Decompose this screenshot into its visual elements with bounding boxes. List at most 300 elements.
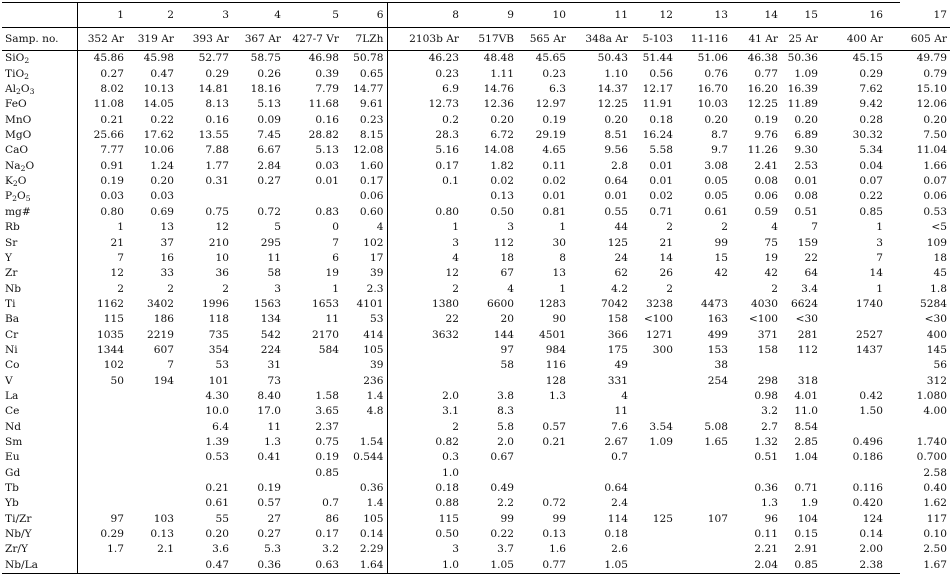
value-cell: 0.40 — [923, 482, 947, 494]
sample-id-cell: 5-103 — [631, 28, 676, 51]
value-cell — [631, 373, 676, 388]
value-cell: 12 — [110, 267, 124, 280]
label-text: Tb — [5, 482, 19, 494]
value-cell: 2.0 — [497, 435, 514, 448]
value-cell — [676, 404, 731, 419]
column-number-cell: 17 — [886, 3, 950, 28]
value-cell: <100 — [643, 313, 673, 326]
label-text: Rb — [5, 221, 20, 234]
value-cell: 0.29 — [100, 528, 124, 541]
value-cell: 17.62 — [143, 129, 174, 142]
value-cell: 2.2 — [497, 497, 514, 510]
value-cell: 1740 — [856, 297, 883, 310]
value-cell: 0.36 — [754, 482, 778, 494]
value-cell: 3.2 — [322, 543, 339, 556]
row-label-cell — [2, 481, 77, 496]
value-cell: 116 — [545, 359, 566, 372]
value-cell: 49 — [614, 359, 628, 372]
value-cell: 30 — [552, 236, 566, 249]
table-row — [2, 312, 950, 327]
value-cell: 186 — [153, 313, 174, 326]
value-cell: 19 — [325, 267, 339, 280]
value-cell: 0.01 — [542, 190, 566, 203]
row-label-cell — [2, 542, 77, 557]
value-cell: 0.72 — [542, 497, 566, 510]
value-cell: 0.23 — [359, 113, 384, 126]
value-cell: 18.16 — [250, 83, 281, 96]
sample-id-cell: 41 Ar — [731, 28, 781, 51]
label-subscript: 2 — [24, 71, 29, 81]
value-cell: 0.17 — [359, 175, 384, 188]
value-cell: 6.3 — [549, 83, 566, 96]
value-cell: 4.65 — [542, 144, 566, 157]
label-text: Nb/La — [5, 558, 38, 571]
value-cell: 7.79 — [315, 83, 339, 96]
table-row — [2, 481, 950, 496]
label-text: O — [25, 159, 35, 172]
value-cell: 2.1 — [157, 543, 174, 556]
value-cell — [284, 373, 342, 388]
value-cell: 31 — [267, 359, 281, 372]
value-cell: 12.36 — [483, 98, 514, 111]
value-cell: 46.23 — [387, 51, 462, 67]
sample-id-cell: 348a Ar — [569, 28, 631, 51]
value-cell: 12.25 — [747, 98, 778, 111]
value-cell: 33 — [160, 267, 174, 280]
value-cell: 107 — [707, 512, 728, 525]
label-text: Ce — [5, 405, 20, 418]
value-cell: 4501 — [539, 328, 566, 341]
value-cell: 158 — [757, 343, 778, 356]
value-cell — [77, 465, 127, 480]
value-cell — [77, 389, 127, 404]
value-cell: 5.16 — [387, 143, 462, 158]
value-cell — [517, 465, 569, 480]
value-cell: 584 — [318, 343, 339, 356]
value-cell: 0.85 — [859, 205, 883, 218]
value-cell: 0.07 — [859, 175, 883, 188]
value-cell: 45.86 — [93, 52, 124, 65]
value-cell: 144 — [493, 328, 514, 341]
value-cell: 0.91 — [100, 159, 124, 172]
value-cell: 105 — [363, 512, 384, 525]
value-cell — [462, 465, 517, 480]
label-text: MgO — [5, 129, 32, 142]
value-cell: 0.49 — [490, 482, 514, 494]
value-cell: 371 — [757, 328, 778, 341]
value-cell — [284, 358, 342, 373]
value-cell: 58 — [500, 359, 514, 372]
value-cell: 0.20 — [923, 113, 947, 126]
value-cell: 153 — [707, 343, 728, 356]
value-cell: 0.69 — [150, 205, 174, 218]
value-cell: 0.59 — [754, 205, 778, 218]
value-cell: 0.06 — [923, 190, 947, 203]
value-cell: 7 — [167, 359, 174, 372]
label-subscript: 2 — [16, 86, 21, 96]
value-cell: 1.39 — [205, 435, 229, 448]
value-cell: 10.06 — [143, 144, 174, 157]
value-cell: 0.1 — [387, 174, 462, 189]
table-row — [2, 128, 950, 143]
table-row — [2, 250, 950, 265]
value-cell: 67 — [500, 267, 514, 280]
value-cell: 12.73 — [387, 97, 462, 112]
value-cell: 4.01 — [794, 389, 818, 402]
value-cell: 0.3 — [387, 450, 462, 465]
value-cell: 0.51 — [794, 205, 818, 218]
value-cell: 11 — [267, 251, 281, 264]
value-cell: 38 — [714, 359, 728, 372]
value-cell: 7 — [117, 251, 124, 264]
label-subscript: 2 — [24, 56, 30, 66]
value-cell: 30.32 — [852, 129, 883, 142]
label-text: V — [5, 374, 13, 387]
value-cell: 0.17 — [387, 158, 462, 173]
value-cell: 0.77 — [754, 67, 778, 80]
table-row — [2, 343, 950, 358]
row-label-cell — [2, 297, 77, 312]
value-cell: 0.81 — [542, 205, 566, 218]
value-cell: 45 — [933, 267, 947, 280]
table-row — [2, 189, 950, 204]
value-cell: 0.05 — [704, 190, 728, 203]
value-cell: 1.24 — [150, 159, 174, 172]
label-subscript: 5 — [25, 194, 31, 204]
label-text: Ba — [5, 313, 20, 326]
value-cell: 3 — [274, 282, 281, 295]
value-cell: 0.16 — [205, 113, 229, 126]
value-cell: 298 — [757, 374, 778, 387]
value-cell: 62 — [614, 267, 628, 280]
value-cell — [631, 450, 676, 465]
value-cell: 12.08 — [353, 144, 384, 157]
value-cell: 6600 — [487, 297, 514, 310]
value-cell: 1.50 — [859, 405, 883, 418]
value-cell: 2 — [387, 281, 462, 296]
value-cell — [676, 465, 731, 480]
geochemistry-table — [2, 3, 950, 573]
value-cell: 14.77 — [353, 83, 384, 96]
value-cell: 0.85 — [794, 558, 818, 571]
value-cell: 0.7 — [611, 451, 628, 464]
value-cell: 4.2 — [611, 282, 628, 295]
value-cell: 158 — [607, 313, 628, 326]
value-cell: 3 — [387, 542, 462, 557]
value-cell: 0.39 — [315, 67, 339, 80]
value-cell: 1.09 — [649, 435, 673, 448]
value-cell: 42 — [764, 267, 778, 280]
table-row — [2, 542, 950, 557]
value-cell: 2 — [666, 282, 673, 295]
value-cell: 3 — [387, 235, 462, 250]
value-cell: 0.22 — [490, 528, 514, 541]
value-cell: 0.10 — [923, 528, 947, 541]
value-cell: 7042 — [601, 297, 628, 310]
value-cell: 2.04 — [754, 558, 778, 571]
value-cell: 0.72 — [257, 205, 281, 218]
value-cell: 42 — [714, 267, 728, 280]
value-cell — [569, 465, 631, 480]
row-label-cell — [2, 266, 77, 281]
value-cell: 2.29 — [359, 543, 384, 556]
value-cell: 0.85 — [315, 466, 339, 479]
value-cell — [821, 419, 886, 434]
value-cell: 0.04 — [859, 159, 883, 172]
value-cell: 1.0 — [387, 465, 462, 480]
value-cell: 16.70 — [697, 83, 728, 96]
value-cell: 99 — [714, 236, 728, 249]
column-number-cell: 13 — [676, 3, 731, 28]
value-cell: 6.89 — [794, 129, 818, 142]
value-cell: 0.31 — [205, 175, 229, 188]
value-cell — [821, 358, 886, 373]
value-cell: 0.20 — [794, 113, 818, 126]
label-subscript: 2 — [12, 179, 18, 189]
value-cell: 3632 — [387, 327, 462, 342]
value-cell: 3 — [507, 221, 514, 234]
label-text: Eu — [5, 451, 20, 464]
value-cell: 4101 — [356, 297, 384, 310]
value-cell: 1.60 — [359, 159, 384, 172]
value-cell: 0.53 — [205, 451, 229, 464]
value-cell — [177, 189, 232, 204]
column-number-cell: 9 — [462, 3, 517, 28]
value-cell: 0.03 — [100, 190, 124, 203]
row-label-cell — [2, 465, 77, 480]
value-cell: 0.53 — [923, 205, 947, 218]
value-cell: 0.79 — [923, 67, 947, 80]
value-cell: 7 — [811, 221, 818, 234]
value-cell: 1 — [387, 220, 462, 235]
value-cell: 2.37 — [315, 420, 339, 433]
column-number-cell: 12 — [631, 3, 676, 28]
value-cell: 4 — [621, 389, 628, 402]
value-cell: 1.66 — [923, 159, 947, 172]
value-cell: 3.65 — [315, 405, 339, 418]
sample-id-cell: 352 Ar — [77, 28, 127, 51]
value-cell — [387, 189, 462, 204]
value-cell: 90 — [552, 313, 566, 326]
value-cell — [387, 373, 462, 388]
value-cell: 12.97 — [535, 98, 566, 111]
value-cell: 12.17 — [642, 83, 673, 96]
column-number-cell: 3 — [177, 3, 232, 28]
value-cell: 0.47 — [205, 558, 229, 571]
value-cell: 0.64 — [604, 175, 628, 188]
table-row — [2, 465, 950, 480]
value-cell: 12 — [215, 221, 229, 234]
column-number-cell: 15 — [781, 3, 821, 28]
row-label-cell — [2, 527, 77, 542]
value-cell: 7.62 — [859, 83, 883, 96]
value-cell: 0.08 — [754, 175, 778, 188]
column-number-cell: 1 — [77, 3, 127, 28]
value-cell: 2 — [387, 419, 462, 434]
value-cell: 99 — [552, 512, 566, 525]
value-cell: 400 — [926, 328, 947, 341]
value-cell: 44 — [614, 221, 628, 234]
value-cell: 0.64 — [604, 482, 628, 494]
value-cell: 14.76 — [483, 83, 514, 96]
value-cell: 2.6 — [611, 543, 628, 556]
table-row — [2, 404, 950, 419]
row-label-cell — [2, 51, 77, 67]
value-cell: 0.19 — [542, 113, 566, 126]
value-cell: 1380 — [387, 297, 462, 312]
label-text: Sr — [5, 236, 18, 249]
value-cell: 6.9 — [387, 82, 462, 97]
value-cell: 1.740 — [916, 435, 947, 448]
value-cell: 73 — [267, 374, 281, 387]
value-cell: 0.2 — [387, 112, 462, 127]
value-cell: 0.29 — [859, 67, 883, 80]
value-cell: 0.06 — [754, 190, 778, 203]
value-cell: 7.6 — [611, 420, 628, 433]
value-cell: 607 — [153, 343, 174, 356]
value-cell: 13 — [552, 267, 566, 280]
column-number-cell: 10 — [517, 3, 569, 28]
table-row — [2, 235, 950, 250]
value-cell: 115 — [387, 511, 462, 526]
value-cell: 99 — [500, 512, 514, 525]
row-label-cell — [2, 450, 77, 465]
value-cell: 45.65 — [535, 52, 566, 65]
value-cell: 16.20 — [747, 83, 778, 96]
value-cell: 1.05 — [490, 558, 514, 571]
value-cell: 0.41 — [257, 451, 281, 464]
row-label-cell — [2, 97, 77, 112]
value-cell: 15 — [714, 251, 728, 264]
value-cell — [77, 481, 127, 496]
value-cell: 3.6 — [212, 543, 229, 556]
value-cell: <5 — [931, 221, 947, 234]
value-cell: 0.98 — [754, 389, 778, 402]
value-cell: 0.05 — [704, 175, 728, 188]
value-cell — [781, 358, 821, 373]
value-cell: 3.7 — [497, 543, 514, 556]
column-number-cell: 14 — [731, 3, 781, 28]
value-cell: 1344 — [97, 343, 124, 356]
value-cell: 0.77 — [542, 558, 566, 571]
label-text: CaO — [5, 144, 29, 157]
table-row — [2, 511, 950, 526]
value-cell: 1.0 — [387, 557, 462, 572]
value-cell: 0.27 — [257, 528, 281, 541]
value-cell: 0.65 — [359, 67, 384, 80]
value-cell: 7.77 — [100, 144, 124, 157]
value-cell: 96 — [764, 512, 778, 525]
value-cell: 0.14 — [359, 528, 384, 541]
value-cell: 0.20 — [150, 175, 174, 188]
table-row — [2, 174, 950, 189]
value-cell: 53 — [215, 359, 229, 372]
value-cell: 2.8 — [611, 159, 628, 172]
sample-number-row — [2, 28, 950, 51]
value-cell: 4 — [507, 282, 514, 295]
value-cell — [676, 496, 731, 511]
label-text: O — [17, 175, 27, 188]
value-cell: 46.38 — [747, 52, 778, 65]
value-cell: 0.22 — [859, 190, 883, 203]
value-cell: 2.7 — [761, 420, 778, 433]
value-cell: 13 — [160, 221, 174, 234]
row-label-cell — [2, 82, 77, 97]
value-cell: 0.02 — [542, 175, 566, 188]
value-cell: <30 — [795, 313, 818, 326]
table-row — [2, 373, 950, 388]
table-row — [2, 112, 950, 127]
row-label-cell — [2, 128, 77, 143]
value-cell: 0.15 — [794, 528, 818, 541]
row-label-cell — [2, 66, 77, 81]
value-cell — [232, 465, 284, 480]
row-label-cell — [2, 419, 77, 434]
value-cell — [676, 557, 731, 572]
value-cell: 10.0 — [205, 405, 229, 418]
value-cell: 0.75 — [205, 205, 229, 218]
value-cell: 1.54 — [359, 435, 384, 448]
value-cell: 58.75 — [250, 52, 281, 65]
value-cell: 11.89 — [787, 98, 818, 111]
value-cell: 1437 — [856, 343, 883, 356]
value-cell: 12 — [387, 266, 462, 281]
sample-id-cell: 319 Ar — [127, 28, 177, 51]
value-cell: 21 — [110, 236, 124, 249]
value-cell — [631, 527, 676, 542]
column-number-cell: 16 — [821, 3, 886, 28]
row-label-cell — [2, 312, 77, 327]
value-cell: 29.19 — [535, 129, 566, 142]
value-cell: 11 — [325, 313, 339, 326]
value-cell: 1.82 — [490, 159, 514, 172]
label-text: Ti/Zr — [5, 512, 32, 525]
value-cell: 0.28 — [859, 113, 883, 126]
value-cell: 0.55 — [604, 205, 628, 218]
value-cell: 0.07 — [923, 175, 947, 188]
value-cell: 163 — [707, 313, 728, 326]
value-cell: 55 — [215, 512, 229, 525]
value-cell: 2170 — [312, 328, 339, 341]
value-cell: 1 — [876, 221, 883, 234]
value-cell — [342, 465, 387, 480]
sample-id-cell: 7LZh — [342, 28, 387, 51]
value-cell: 281 — [797, 328, 818, 341]
value-cell — [821, 465, 886, 480]
value-cell — [342, 419, 387, 434]
value-cell: 50.78 — [353, 52, 384, 65]
value-cell — [676, 281, 731, 296]
row-label-cell — [2, 358, 77, 373]
value-cell — [127, 389, 177, 404]
value-cell: 0.29 — [205, 67, 229, 80]
value-cell: 10.03 — [697, 98, 728, 111]
value-cell: 0.42 — [859, 389, 883, 402]
value-cell: 14.37 — [597, 83, 628, 96]
value-cell — [77, 496, 127, 511]
value-cell: 16.39 — [787, 83, 818, 96]
value-cell: 5 — [274, 221, 281, 234]
value-cell: 24 — [614, 251, 628, 264]
value-cell: 56 — [933, 359, 947, 372]
value-cell: 105 — [363, 343, 384, 356]
value-cell: 19 — [764, 251, 778, 264]
sample-id-cell: 605 Ar — [886, 28, 950, 51]
label-text: Na — [5, 159, 21, 172]
value-cell: 6.4 — [212, 420, 229, 433]
value-cell: 1.32 — [754, 435, 778, 448]
row-label-cell — [2, 189, 77, 204]
